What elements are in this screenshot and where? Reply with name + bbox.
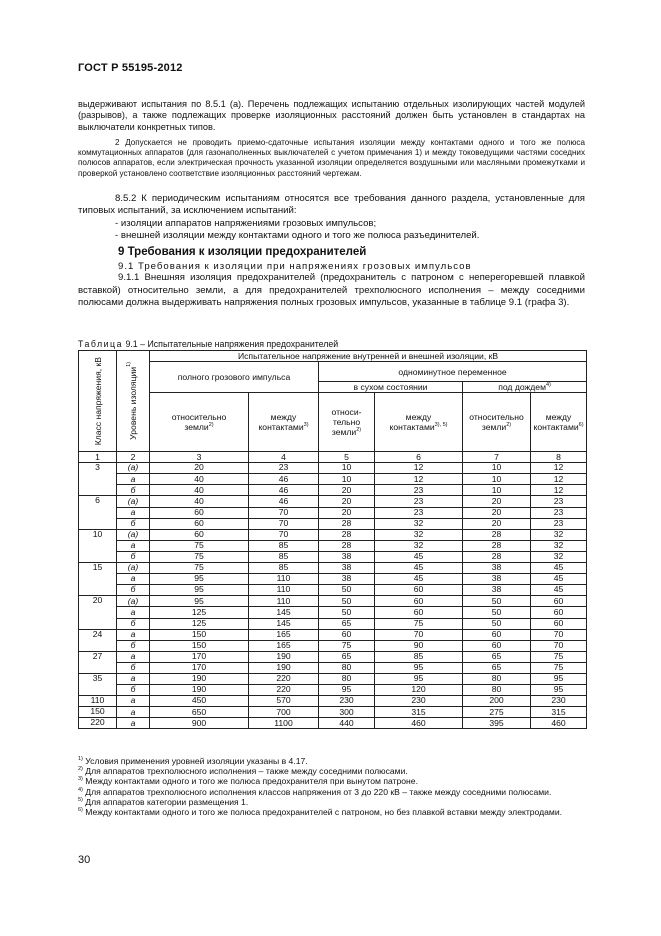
table-row <box>79 496 587 507</box>
voltage-value-cell: 125 <box>150 618 249 629</box>
intro-paragraph: выдерживают испытания по 8.5.1 (а). Перечень подлежащих испытанию отдельных изолирующих частей модулей (разрывов), а также подлежащих проверке изоляционных расстояний должен быть установлен в стандартах на выключатели конкретных типов. <box>78 99 585 132</box>
voltage-value-cell: 50 <box>319 585 375 596</box>
header-col6: между контактами$^{3), 5)}$ <box>375 393 463 452</box>
voltage-value-cell: 60 <box>375 585 463 596</box>
voltage-value-cell: 23 <box>375 507 463 518</box>
voltage-value-cell: 38 <box>463 585 531 596</box>
voltage-value-cell: 65 <box>319 618 375 629</box>
table-row <box>79 718 587 729</box>
voltage-value-cell: 28 <box>463 540 531 551</box>
insulation-level-cell: б <box>117 640 150 651</box>
voltage-value-cell: 75 <box>150 540 249 551</box>
voltage-value-cell: 60 <box>319 629 375 640</box>
footnote-text: Для аппаратов трехполюсного исполнения – также между соседними полюсами. <box>85 766 408 777</box>
insulation-level-cell: а <box>117 629 150 640</box>
voltage-value-cell: 170 <box>150 651 249 662</box>
insulation-level-cell: а <box>117 540 150 551</box>
column-number: 4 <box>249 452 319 463</box>
voltage-class-cell: 150 <box>79 707 117 718</box>
voltage-value-cell: 80 <box>319 673 375 684</box>
header-col5: относи- тельно земли$^{2)}$ <box>319 393 375 452</box>
voltage-class-cell: 220 <box>79 718 117 729</box>
voltage-value-cell: 315 <box>531 707 587 718</box>
insulation-level-cell: (а) <box>117 563 150 574</box>
voltage-value-cell: 45 <box>375 574 463 585</box>
voltage-class-cell: 3 <box>79 463 117 496</box>
voltage-value-cell: 60 <box>463 629 531 640</box>
header-full-impulse: полного грозового импульса <box>150 362 319 393</box>
voltage-value-cell: 28 <box>319 518 375 529</box>
table-row <box>79 474 587 485</box>
voltage-value-cell: 120 <box>375 685 463 696</box>
voltage-value-cell: 32 <box>531 540 587 551</box>
voltage-value-cell: 230 <box>531 696 587 707</box>
voltage-value-cell: 230 <box>375 696 463 707</box>
table-caption-text: 9.1 – Испытательные напряжения предохранителей <box>125 339 339 349</box>
footnote-mark: 2) <box>78 766 83 773</box>
test-voltage-table <box>78 350 587 729</box>
table-row <box>79 618 587 629</box>
voltage-value-cell: 20 <box>319 485 375 496</box>
table-row <box>79 518 587 529</box>
voltage-value-cell: 75 <box>150 551 249 562</box>
voltage-value-cell: 650 <box>150 707 249 718</box>
header-col4: между контактами$^{3)}$ <box>249 393 319 452</box>
voltage-value-cell: 110 <box>249 574 319 585</box>
voltage-value-cell: 95 <box>319 685 375 696</box>
voltage-class-cell: 20 <box>79 596 117 629</box>
table-row <box>79 529 587 540</box>
table-caption-word: Таблица <box>78 339 123 349</box>
voltage-value-cell: 190 <box>150 685 249 696</box>
voltage-class-cell: 35 <box>79 673 117 695</box>
column-number: 8 <box>531 452 587 463</box>
insulation-level-cell: б <box>117 685 150 696</box>
insulation-level-cell: б <box>117 518 150 529</box>
footnote-mark: 4) <box>78 786 83 793</box>
section-9-1-title: 9.1 Требования к изоляции при напряжениях грозовых импульсов <box>118 261 472 272</box>
column-numbers-row <box>79 452 587 463</box>
voltage-value-cell: 23 <box>531 507 587 518</box>
voltage-value-cell: 45 <box>531 563 587 574</box>
footnote-text: Для аппаратов категории размещения 1. <box>85 796 249 807</box>
voltage-value-cell: 75 <box>150 563 249 574</box>
intro-block <box>78 99 585 133</box>
insulation-level-cell: а <box>117 607 150 618</box>
voltage-value-cell: 95 <box>531 685 587 696</box>
voltage-value-cell: 46 <box>249 485 319 496</box>
voltage-value-cell: 85 <box>375 651 463 662</box>
clause-9-1-1-text: 9.1.1 Внешняя изоляция предохранителей (предохранитель с патроном с неперегоревшей плавкой вставкой) относительно земли, а для предохранителей трехполюсного исполнения – между соседними полюсами должна выдерживать напряжения полных грозовых импульсов, указанные в таблице 9.1 (графа 3). <box>78 272 585 309</box>
header-one-minute: одноминутное переменное <box>319 362 587 382</box>
voltage-value-cell: 145 <box>249 607 319 618</box>
insulation-level-cell: б <box>117 585 150 596</box>
table-row <box>79 596 587 607</box>
voltage-value-cell: 190 <box>249 662 319 673</box>
voltage-value-cell: 20 <box>463 507 531 518</box>
insulation-level-cell: (а) <box>117 463 150 474</box>
table-row <box>79 540 587 551</box>
voltage-value-cell: 23 <box>249 463 319 474</box>
table-caption <box>78 339 338 349</box>
voltage-value-cell: 23 <box>375 496 463 507</box>
voltage-value-cell: 38 <box>319 551 375 562</box>
voltage-value-cell: 65 <box>463 651 531 662</box>
voltage-value-cell: 315 <box>375 707 463 718</box>
voltage-value-cell: 10 <box>463 485 531 496</box>
footnote <box>78 766 586 776</box>
voltage-value-cell: 75 <box>531 651 587 662</box>
table-row <box>79 696 587 707</box>
voltage-value-cell: 150 <box>150 629 249 640</box>
insulation-level-cell: а <box>117 574 150 585</box>
voltage-value-cell: 20 <box>319 496 375 507</box>
voltage-value-cell: 85 <box>249 540 319 551</box>
clause-8-5-2-text: 8.5.2 К периодическим испытаниям относятся все требования данного раздела, установленные для типовых испытаний, за исключением испытаний: <box>78 193 585 217</box>
voltage-value-cell: 300 <box>319 707 375 718</box>
voltage-value-cell: 70 <box>531 629 587 640</box>
voltage-value-cell: 28 <box>463 551 531 562</box>
column-number: 3 <box>150 452 249 463</box>
footnote <box>78 776 586 786</box>
header-voltage-class: Класс напряжения, кВ <box>79 351 117 452</box>
table-row <box>79 640 587 651</box>
table-row <box>79 607 587 618</box>
voltage-value-cell: 70 <box>375 629 463 640</box>
voltage-value-cell: 65 <box>463 662 531 673</box>
voltage-value-cell: 75 <box>531 662 587 673</box>
voltage-value-cell: 50 <box>319 596 375 607</box>
table-row <box>79 574 587 585</box>
voltage-value-cell: 40 <box>150 474 249 485</box>
table-row <box>79 563 587 574</box>
footnote <box>78 797 586 807</box>
voltage-value-cell: 60 <box>531 618 587 629</box>
voltage-value-cell: 80 <box>463 673 531 684</box>
header-dry: в сухом состоянии <box>319 381 463 392</box>
section-9-title: 9 Требования к изоляции предохранителей <box>118 246 367 258</box>
note-2 <box>78 138 585 179</box>
header-insulation-level: Уровень изоляции$^{1)}$ <box>117 351 150 452</box>
voltage-value-cell: 23 <box>375 485 463 496</box>
voltage-value-cell: 38 <box>463 574 531 585</box>
table-row <box>79 507 587 518</box>
voltage-value-cell: 95 <box>150 585 249 596</box>
table-row <box>79 673 587 684</box>
insulation-level-cell: а <box>117 651 150 662</box>
voltage-value-cell: 40 <box>150 485 249 496</box>
voltage-value-cell: 20 <box>463 496 531 507</box>
voltage-value-cell: 200 <box>463 696 531 707</box>
page-number: 30 <box>78 854 91 866</box>
footnote <box>78 787 586 797</box>
voltage-value-cell: 70 <box>249 507 319 518</box>
standard-code-header: ГОСТ Р 55195-2012 <box>78 62 183 74</box>
clause-8-5-2 <box>78 193 585 243</box>
column-number: 1 <box>79 452 117 463</box>
voltage-value-cell: 50 <box>319 607 375 618</box>
column-number: 2 <box>117 452 150 463</box>
voltage-value-cell: 10 <box>463 474 531 485</box>
table-row <box>79 463 587 474</box>
voltage-value-cell: 60 <box>375 607 463 618</box>
table-row <box>79 585 587 596</box>
voltage-value-cell: 75 <box>375 618 463 629</box>
voltage-value-cell: 70 <box>249 518 319 529</box>
voltage-class-cell: 110 <box>79 696 117 707</box>
table-row <box>79 685 587 696</box>
voltage-value-cell: 220 <box>249 673 319 684</box>
voltage-value-cell: 20 <box>319 507 375 518</box>
voltage-value-cell: 95 <box>150 596 249 607</box>
column-number: 5 <box>319 452 375 463</box>
voltage-value-cell: 32 <box>375 540 463 551</box>
voltage-value-cell: 50 <box>463 607 531 618</box>
voltage-class-cell: 6 <box>79 496 117 529</box>
voltage-value-cell: 395 <box>463 718 531 729</box>
voltage-value-cell: 32 <box>531 551 587 562</box>
column-number: 6 <box>375 452 463 463</box>
voltage-value-cell: 28 <box>319 529 375 540</box>
voltage-value-cell: 80 <box>463 685 531 696</box>
header-test-voltage: Испытательное напряжение внутренней и внешней изоляции, кВ <box>150 351 587 362</box>
table-row <box>79 551 587 562</box>
voltage-value-cell: 45 <box>375 551 463 562</box>
voltage-value-cell: 32 <box>375 518 463 529</box>
voltage-value-cell: 60 <box>531 596 587 607</box>
voltage-class-cell: 24 <box>79 629 117 651</box>
exception-item-1: - изоляции аппаратов напряжениями грозовых импульсов; <box>115 217 377 229</box>
voltage-value-cell: 12 <box>531 474 587 485</box>
header-rain: под дождем$^{4)}$ <box>463 381 587 392</box>
voltage-value-cell: 20 <box>150 463 249 474</box>
voltage-value-cell: 23 <box>531 496 587 507</box>
insulation-level-cell: (а) <box>117 496 150 507</box>
voltage-class-cell: 27 <box>79 651 117 673</box>
voltage-value-cell: 12 <box>531 463 587 474</box>
footnote <box>78 807 586 817</box>
voltage-class-cell: 15 <box>79 563 117 596</box>
insulation-level-cell: а <box>117 707 150 718</box>
voltage-value-cell: 125 <box>150 607 249 618</box>
voltage-value-cell: 570 <box>249 696 319 707</box>
voltage-value-cell: 23 <box>531 518 587 529</box>
table-row <box>79 629 587 640</box>
voltage-value-cell: 85 <box>249 551 319 562</box>
voltage-value-cell: 85 <box>249 563 319 574</box>
voltage-value-cell: 60 <box>150 518 249 529</box>
voltage-value-cell: 70 <box>531 640 587 651</box>
footnote-mark: 1) <box>78 756 83 763</box>
footnotes <box>78 756 586 817</box>
insulation-level-cell: б <box>117 618 150 629</box>
voltage-value-cell: 12 <box>531 485 587 496</box>
voltage-value-cell: 165 <box>249 629 319 640</box>
voltage-value-cell: 12 <box>375 474 463 485</box>
voltage-value-cell: 10 <box>319 474 375 485</box>
insulation-level-cell: а <box>117 718 150 729</box>
table-row <box>79 707 587 718</box>
footnote-text: Между контактами одного и того же полюса предохранителей с патроном, но без плавкой вставки между электродами. <box>85 807 563 818</box>
voltage-value-cell: 460 <box>531 718 587 729</box>
insulation-level-cell: а <box>117 507 150 518</box>
voltage-value-cell: 40 <box>150 496 249 507</box>
footnote-text: Между контактами одного и того же полюса предохранителя при вынутом патроне. <box>85 776 418 787</box>
voltage-value-cell: 46 <box>249 496 319 507</box>
voltage-value-cell: 70 <box>249 529 319 540</box>
voltage-value-cell: 38 <box>319 574 375 585</box>
voltage-value-cell: 32 <box>531 529 587 540</box>
voltage-value-cell: 32 <box>375 529 463 540</box>
header-col3: относительно земли$^{2)}$ <box>150 393 249 452</box>
voltage-value-cell: 220 <box>249 685 319 696</box>
header-col8: между контактами$^{6)}$ <box>531 393 587 452</box>
voltage-value-cell: 95 <box>375 673 463 684</box>
voltage-value-cell: 110 <box>249 596 319 607</box>
voltage-value-cell: 275 <box>463 707 531 718</box>
voltage-value-cell: 95 <box>150 574 249 585</box>
table-row <box>79 485 587 496</box>
voltage-value-cell: 165 <box>249 640 319 651</box>
voltage-value-cell: 170 <box>150 662 249 673</box>
insulation-level-cell: а <box>117 474 150 485</box>
note-2-text: 2 Допускается не проводить приемо-сдаточные испытания изоляции между контактами одного и того же полюса коммутационных аппаратов (для газонаполненных выключателей с учетом примечания 1) и между токоведущими частями соседних полюсов аппаратов, если электрическая прочность указанной изоляции определяется воздушными или масляными промежутками и проверкой установлено соответствие изоляционных расстояний чертежам. <box>78 138 585 178</box>
table-row <box>79 651 587 662</box>
header-col7: относительно земли$^{2)}$ <box>463 393 531 452</box>
voltage-value-cell: 900 <box>150 718 249 729</box>
voltage-value-cell: 700 <box>249 707 319 718</box>
voltage-value-cell: 110 <box>249 585 319 596</box>
voltage-class-cell: 10 <box>79 529 117 562</box>
voltage-value-cell: 38 <box>463 563 531 574</box>
voltage-value-cell: 60 <box>150 507 249 518</box>
voltage-value-cell: 10 <box>463 463 531 474</box>
insulation-level-cell: (а) <box>117 596 150 607</box>
insulation-level-cell: (а) <box>117 529 150 540</box>
table-body <box>79 463 587 729</box>
voltage-value-cell: 95 <box>375 662 463 673</box>
voltage-value-cell: 45 <box>531 585 587 596</box>
voltage-value-cell: 190 <box>150 673 249 684</box>
voltage-value-cell: 46 <box>249 474 319 485</box>
voltage-value-cell: 28 <box>463 529 531 540</box>
voltage-value-cell: 12 <box>375 463 463 474</box>
insulation-level-cell: б <box>117 662 150 673</box>
voltage-value-cell: 450 <box>150 696 249 707</box>
exception-item-2: - внешней изоляции между контактами одного и того же полюса разъединителей. <box>115 230 480 242</box>
column-number: 7 <box>463 452 531 463</box>
footnote-text: Для аппаратов трехполюсного исполнения классов напряжения от 3 до 220 кВ – также между соседними полюсами. <box>85 786 552 797</box>
voltage-value-cell: 75 <box>319 640 375 651</box>
voltage-value-cell: 230 <box>319 696 375 707</box>
voltage-value-cell: 95 <box>531 673 587 684</box>
voltage-value-cell: 150 <box>150 640 249 651</box>
voltage-value-cell: 460 <box>375 718 463 729</box>
footnote-mark: 5) <box>78 796 83 803</box>
voltage-value-cell: 28 <box>319 540 375 551</box>
voltage-value-cell: 20 <box>463 518 531 529</box>
voltage-value-cell: 190 <box>249 651 319 662</box>
voltage-value-cell: 145 <box>249 618 319 629</box>
voltage-value-cell: 60 <box>463 640 531 651</box>
voltage-value-cell: 50 <box>463 596 531 607</box>
voltage-value-cell: 50 <box>463 618 531 629</box>
voltage-value-cell: 10 <box>319 463 375 474</box>
voltage-value-cell: 38 <box>319 563 375 574</box>
voltage-value-cell: 1100 <box>249 718 319 729</box>
voltage-value-cell: 80 <box>319 662 375 673</box>
voltage-value-cell: 45 <box>375 563 463 574</box>
voltage-value-cell: 65 <box>319 651 375 662</box>
voltage-value-cell: 60 <box>150 529 249 540</box>
voltage-value-cell: 90 <box>375 640 463 651</box>
footnote-text: Условия применения уровней изоляции указаны в 4.17. <box>85 756 308 766</box>
insulation-level-cell: б <box>117 485 150 496</box>
insulation-level-cell: а <box>117 673 150 684</box>
footnote-mark: 6) <box>78 807 83 814</box>
footnote-mark: 3) <box>78 776 83 783</box>
clause-9-1-1 <box>78 272 585 310</box>
voltage-value-cell: 45 <box>531 574 587 585</box>
insulation-level-cell: а <box>117 696 150 707</box>
footnote <box>78 756 586 766</box>
voltage-value-cell: 440 <box>319 718 375 729</box>
voltage-value-cell: 60 <box>375 596 463 607</box>
insulation-level-cell: б <box>117 551 150 562</box>
voltage-value-cell: 60 <box>531 607 587 618</box>
table-row <box>79 662 587 673</box>
